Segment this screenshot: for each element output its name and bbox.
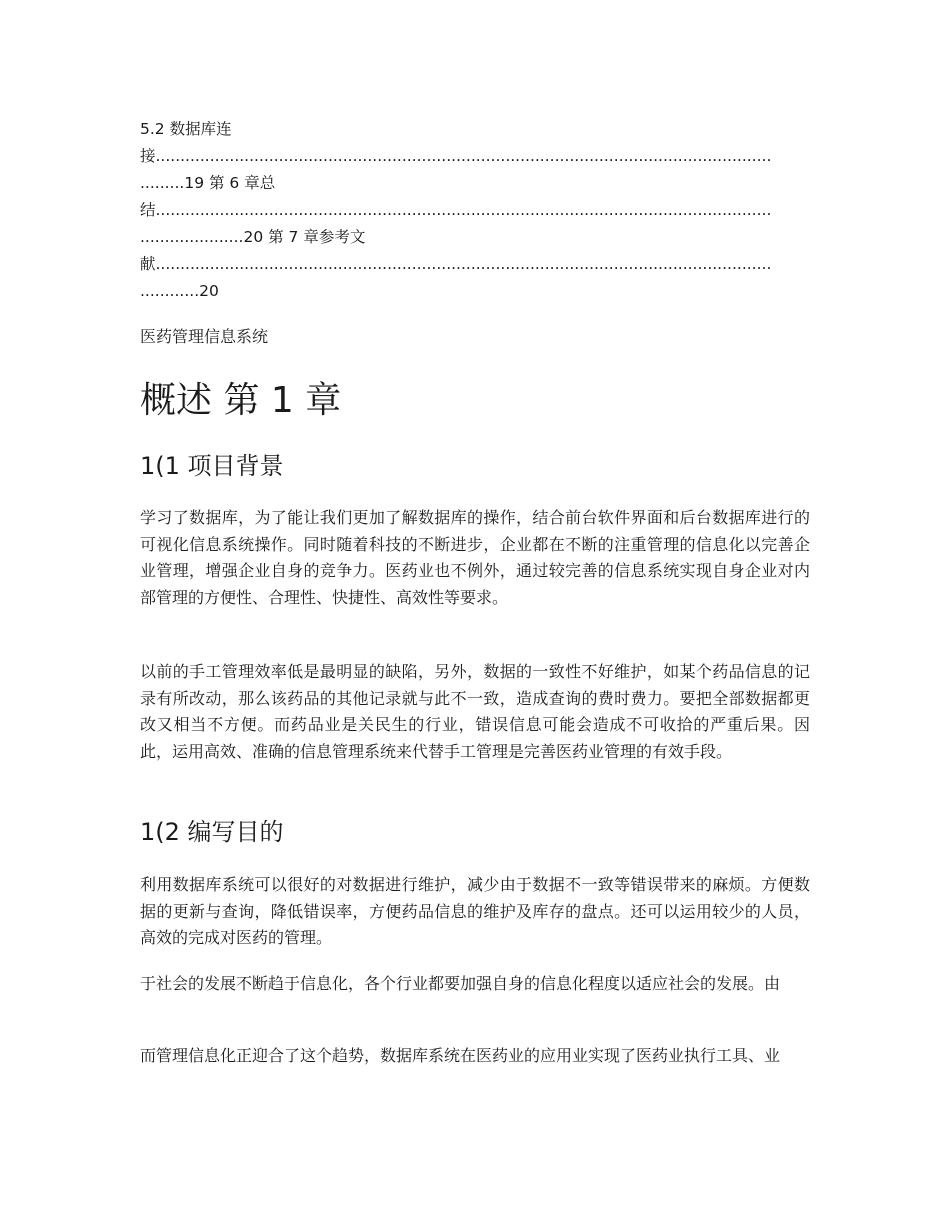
toc-line[interactable]: .....................20 第 7 章参考文 [140, 228, 366, 246]
document-title: 医药管理信息系统 [140, 327, 269, 346]
section-title-background: 1(1 项目背景 [140, 452, 284, 480]
toc-line[interactable]: 献............................................................................................................................. [140, 255, 772, 273]
toc-line[interactable]: 结............................................................................................................................. [140, 201, 772, 219]
paragraph: 于社会的发展不断趋于信息化，各个行业都要加强自身的信息化程度以适应社会的发展。由 [140, 974, 781, 993]
paragraph: 以前的手工管理效率低是最明显的缺陷，另外，数据的一致性不好维护，如某个药品信息的记录有所改动，那么该药品的其他记录就与此不一致，造成查询的费时费力。要把全部数据都更改又相当不方便。而药品业是关民生的行业，错误信息可能会造成不可收拾的严重后果。因此，运用高效、准确的信息管理系统来代替手工管理是完善医药业管理的有效手段。 [140, 662, 810, 761]
paragraph: 而管理信息化正迎合了这个趋势，数据库系统在医药业的应用业实现了医药业执行工具、业 [140, 1046, 781, 1065]
section-title-purpose: 1(2 编写目的 [140, 818, 284, 846]
chapter-title: 概述 第 1 章 [140, 380, 342, 421]
paragraph: 利用数据库系统可以很好的对数据进行维护，减少由于数据不一致等错误带来的麻烦。方便数据的更新与查询，降低错误率，方便药品信息的维护及库存的盘点。还可以运用较少的人员，高效的完成对医药的管理。 [140, 875, 810, 947]
paragraph: 学习了数据库，为了能让我们更加了解数据库的操作，结合前台软件界面和后台数据库进行的可视化信息系统操作。同时随着科技的不断进步，企业都在不断的注重管理的信息化以完善企业管理，增强企业自身的竞争力。医药业也不例外，通过较完善的信息系统实现自身企业对内部管理的方便性、合理性、快捷性、高效性等要求。 [140, 508, 810, 607]
toc-line[interactable]: .........19 第 6 章总 [140, 174, 276, 192]
toc-line[interactable]: 接............................................................................................................................. [140, 147, 772, 165]
toc-line[interactable]: ............20 [140, 282, 219, 300]
toc-line[interactable]: 5.2 数据库连 [140, 120, 232, 138]
table-of-contents [140, 116, 810, 305]
